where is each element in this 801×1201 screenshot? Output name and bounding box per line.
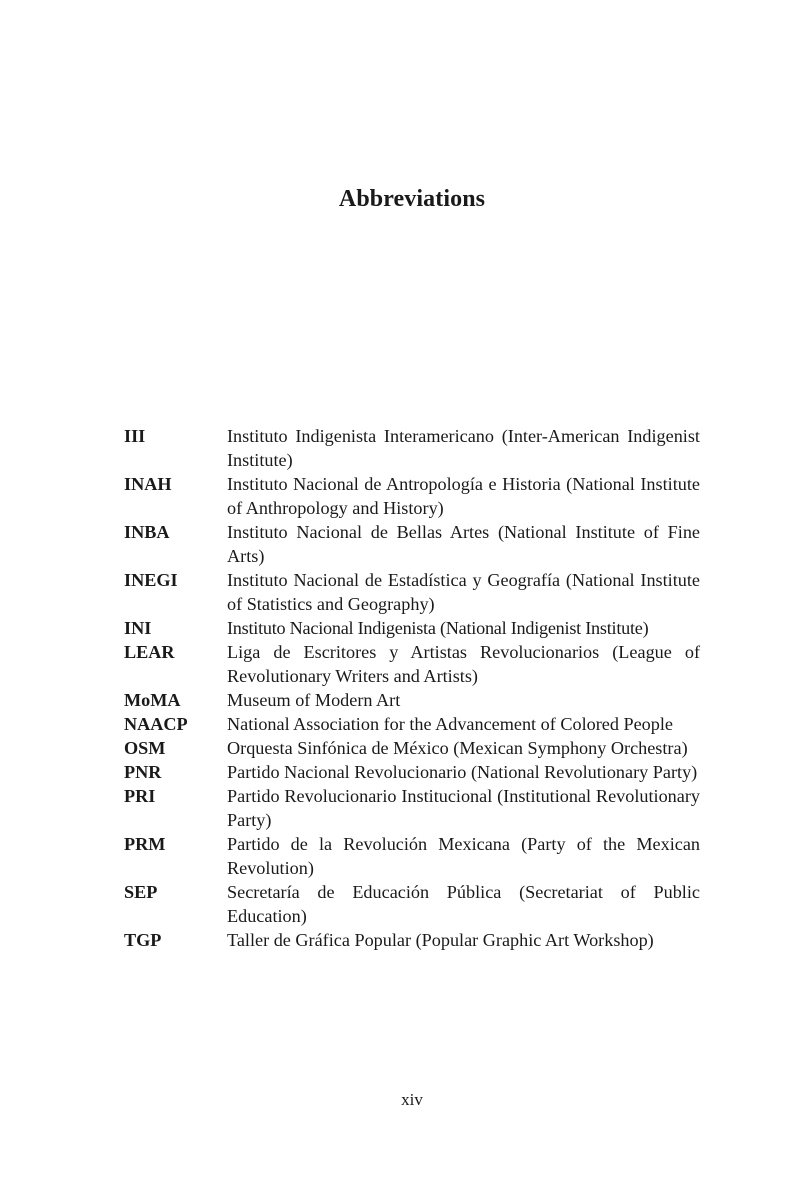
abbreviation-term: INBA <box>124 522 170 542</box>
list-item <box>124 760 700 784</box>
abbreviation-definition: National Association for the Advancement of Colored People <box>227 714 673 734</box>
abbreviation-term: INEGI <box>124 570 178 590</box>
abbreviation-term: PNR <box>124 762 162 782</box>
abbreviation-definition: Partido de la Revolución Mexicana (Party of the Mexican Revolution) <box>227 834 700 878</box>
abbreviation-definition: Partido Nacional Revolucionario (National Revolutionary Party) <box>227 762 698 782</box>
list-item <box>124 472 700 520</box>
list-item <box>124 616 700 640</box>
list-item <box>124 712 700 736</box>
abbreviation-term: PRM <box>124 834 166 854</box>
abbreviation-term: LEAR <box>124 642 175 662</box>
list-item <box>124 784 700 832</box>
list-item <box>124 520 700 568</box>
abbreviation-definition: Taller de Gráfica Popular (Popular Graphic Art Workshop) <box>227 930 654 950</box>
list-item <box>124 736 700 760</box>
abbreviation-list <box>124 424 700 952</box>
abbreviation-definition: Instituto Nacional de Bellas Artes (National Institute of Fine Arts) <box>227 522 700 566</box>
list-item <box>124 568 700 616</box>
abbreviation-term: NAACP <box>124 714 188 734</box>
abbreviation-term: PRI <box>124 786 156 806</box>
list-item <box>124 688 700 712</box>
abbreviation-definition: Secretaría de Educación Pública (Secretariat of Public Education) <box>227 882 700 926</box>
page-title: Abbreviations <box>338 186 486 212</box>
abbreviation-definition: Instituto Nacional de Estadística y Geografía (National Institute of Statistics and Geography) <box>227 570 700 614</box>
list-item <box>124 832 700 880</box>
abbreviation-definition: Instituto Indigenista Interamericano (Inter-American Indigenist Institute) <box>227 426 700 470</box>
abbreviation-term: TGP <box>124 930 162 950</box>
list-item <box>124 928 700 952</box>
abbreviation-term: INI <box>124 618 152 638</box>
page-number: xiv <box>401 1090 423 1109</box>
abbreviation-definition: Instituto Nacional Indigenista (National Indigenist Institute) <box>227 618 649 638</box>
list-item <box>124 880 700 928</box>
abbreviation-definition: Museum of Modern Art <box>227 690 401 710</box>
abbreviation-definition: Instituto Nacional de Antropología e Historia (National Institute of Anthropology and History) <box>227 474 700 518</box>
list-item <box>124 424 700 472</box>
abbreviation-term: MoMA <box>124 690 181 710</box>
abbreviation-term: OSM <box>124 738 166 758</box>
list-item <box>124 640 700 688</box>
abbreviation-definition: Orquesta Sinfónica de México (Mexican Symphony Orchestra) <box>227 738 688 758</box>
abbreviation-term: III <box>124 426 146 446</box>
abbreviation-term: SEP <box>124 882 158 902</box>
abbreviation-term: INAH <box>124 474 172 494</box>
abbreviation-definition: Partido Revolucionario Institucional (Institutional Revolutionary Party) <box>227 786 700 830</box>
abbreviation-definition: Liga de Escritores y Artistas Revolucionarios (League of Revolutionary Writers and Artists) <box>227 642 700 686</box>
